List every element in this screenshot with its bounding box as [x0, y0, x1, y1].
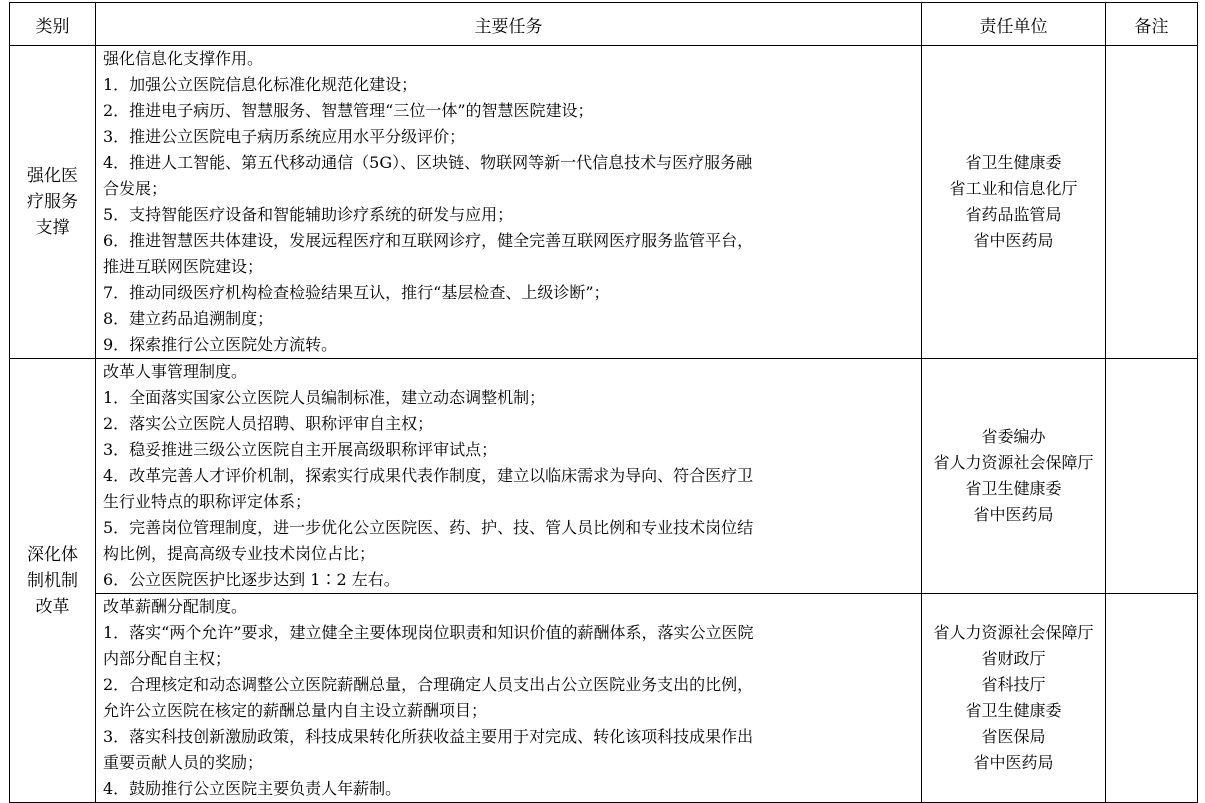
- unit-name: 省中医药局: [973, 753, 1054, 772]
- task-cell: [96, 359, 922, 594]
- category-line: 改革: [35, 596, 70, 617]
- category-line: 疗服务: [27, 192, 78, 212]
- task-item-continued: 生行业特点的职称评定体系；: [103, 492, 312, 511]
- remarks-cell: [1106, 359, 1198, 594]
- category-line: 支撑: [35, 218, 70, 238]
- unit-name: 省卫生健康委: [965, 479, 1062, 498]
- task-item: 4．改革完善人才评价机制，探索实行成果代表作制度，建立以临床需求为导向、符合医疗卫: [103, 466, 754, 485]
- task-item-continued: 内部分配自主权；: [103, 649, 232, 668]
- category-cell: [10, 359, 96, 803]
- header-remarks: 备注: [1106, 3, 1198, 46]
- category-line: 制机制: [27, 570, 78, 591]
- unit-name: 省工业和信息化厅: [949, 179, 1078, 198]
- table-header-row: [10, 3, 1198, 46]
- task-item-continued: 重要贡献人员的奖励；: [103, 753, 264, 772]
- unit-name: 省药品监管局: [965, 205, 1062, 224]
- unit-name: 省人力资源社会保障厅: [933, 623, 1094, 642]
- category-cell: [10, 46, 96, 359]
- task-item: 8．建立药品追溯制度；: [103, 309, 274, 328]
- task-heading: 改革薪酬分配制度。: [103, 597, 248, 616]
- task-item: 6．公立医院医护比逐步达到 1∶2 左右。: [103, 570, 400, 589]
- task-cell: [96, 46, 922, 359]
- responsible-unit-cell: [922, 46, 1106, 359]
- task-item-continued: 推进互联网医院建设；: [103, 257, 264, 276]
- category-line: 强化医: [27, 166, 78, 186]
- task-item: 5．完善岗位管理制度，进一步优化公立医院医、药、护、技、管人员比例和专业技术岗位结: [103, 518, 754, 537]
- header-main-task: 主要任务: [96, 3, 922, 46]
- unit-name: 省卫生健康委: [965, 701, 1062, 720]
- task-item: 6．推进智慧医共体建设，发展远程医疗和互联网诊疗，健全完善互联网医疗服务监管平台，: [103, 231, 754, 250]
- task-item: 4．推进人工智能、第五代移动通信（5G）、区块链、物联网等新一代信息技术与医疗服务融: [103, 153, 753, 172]
- task-item: 1．全面落实国家公立医院人员编制标准，建立动态调整机制；: [103, 388, 546, 407]
- task-cell: [96, 594, 922, 803]
- task-item: 2．推进电子病历、智慧服务、智慧管理“三位一体”的智慧医院建设；: [103, 101, 594, 120]
- unit-name: 省中医药局: [973, 231, 1054, 250]
- task-item-continued: 合发展；: [103, 179, 168, 198]
- header-category: 类别: [10, 3, 96, 46]
- task-heading: 改革人事管理制度。: [103, 362, 248, 381]
- unit-name: 省科技厅: [981, 675, 1046, 694]
- task-item-continued: 允许公立医院在核定的薪酬总量内自主设立薪酬项目；: [103, 701, 488, 720]
- responsible-unit-cell: [922, 594, 1106, 803]
- table-row: [10, 46, 1198, 359]
- responsible-unit-cell: [922, 359, 1106, 594]
- task-item: 3．推进公立医院电子病历系统应用水平分级评价；: [103, 127, 466, 146]
- unit-name: 省财政厅: [981, 649, 1046, 668]
- task-item: 4．鼓励推行公立医院主要负责人年薪制。: [103, 779, 402, 798]
- unit-name: 省人力资源社会保障厅: [933, 453, 1094, 472]
- unit-name: 省医保局: [981, 727, 1046, 746]
- table-row: [10, 359, 1198, 594]
- task-item: 1．加强公立医院信息化标准化规范化建设；: [103, 75, 418, 94]
- unit-name: 省卫生健康委: [965, 153, 1062, 172]
- unit-name: 省委编办: [981, 427, 1046, 446]
- task-table: [9, 2, 1198, 803]
- category-line: 深化体: [27, 544, 78, 565]
- task-item: 5．支持智能医疗设备和智能辅助诊疗系统的研发与应用；: [103, 205, 514, 224]
- task-item-continued: 构比例，提高高级专业技术岗位占比；: [103, 544, 376, 563]
- header-responsible-unit: 责任单位: [922, 3, 1106, 46]
- unit-name: 省中医药局: [973, 505, 1054, 524]
- table-row: [10, 594, 1198, 803]
- task-item: 2．合理核定和动态调整公立医院薪酬总量，合理确定人员支出占公立医院业务支出的比例，: [103, 675, 754, 694]
- task-item: 9．探索推行公立医院处方流转。: [103, 335, 338, 354]
- task-item: 2．落实公立医院人员招聘、职称评审自主权；: [103, 414, 434, 433]
- task-item: 1．落实“两个允许”要求，建立健全主要体现岗位职责和知识价值的薪酬体系，落实公立医院: [103, 623, 754, 642]
- task-item: 3．落实科技创新激励政策，科技成果转化所获收益主要用于对完成、转化该项科技成果作出: [103, 727, 754, 746]
- remarks-cell: [1106, 594, 1198, 803]
- task-item: 3．稳妥推进三级公立医院自主开展高级职称评审试点；: [103, 440, 498, 459]
- task-item: 7．推动同级医疗机构检查检验结果互认，推行“基层检查、上级诊断”；: [103, 283, 610, 302]
- remarks-cell: [1106, 46, 1198, 359]
- task-heading: 强化信息化支撑作用。: [103, 49, 264, 68]
